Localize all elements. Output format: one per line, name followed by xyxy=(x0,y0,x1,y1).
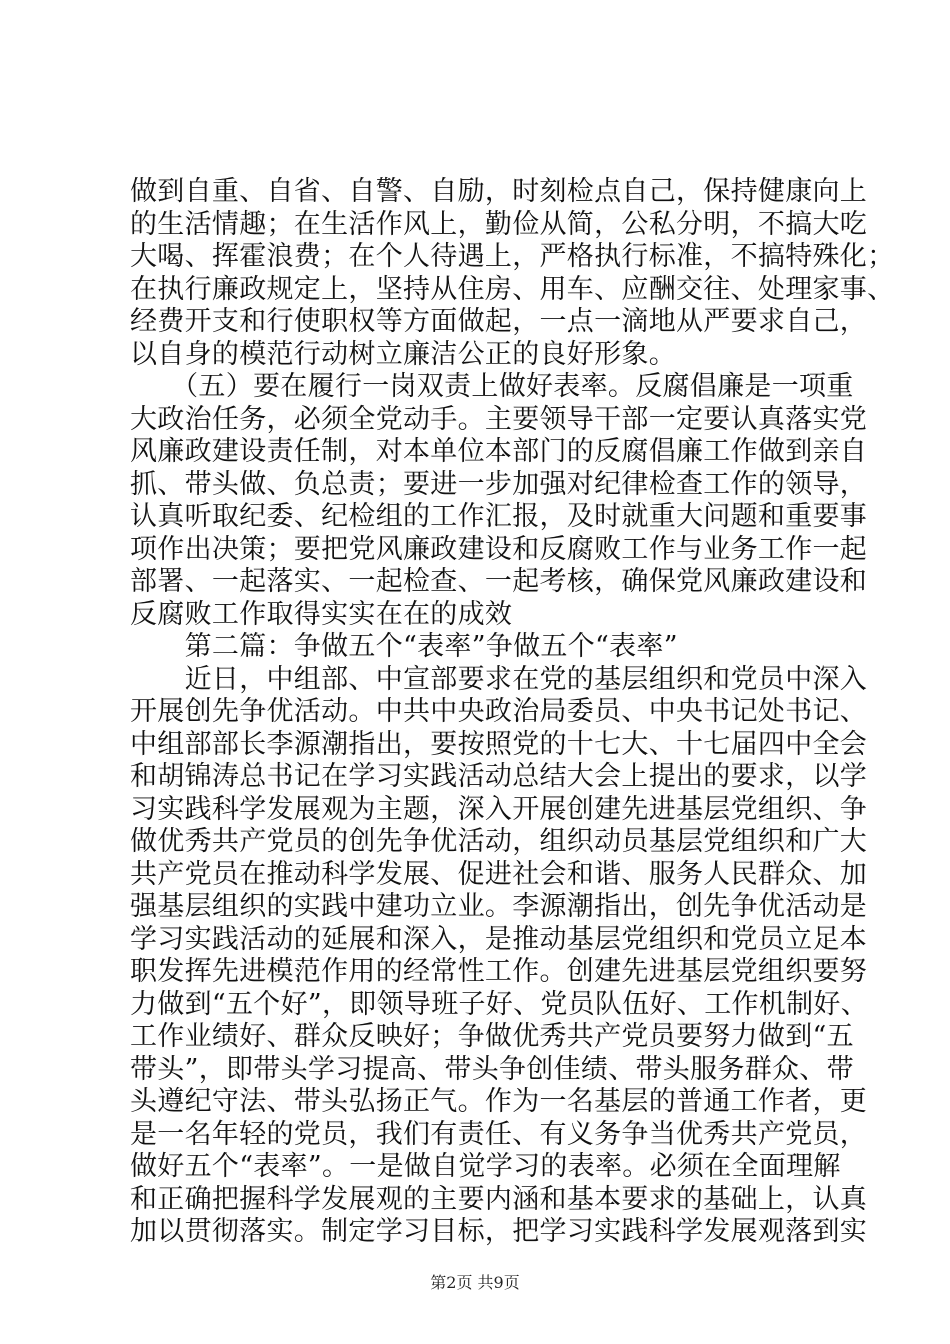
text-line: 开展创先争优活动。中共中央政治局委员、中央书记处书记、 xyxy=(130,696,868,727)
text-line: 做到自重、自省、自警、自励，时刻检点自己，保持健康向上 xyxy=(130,176,868,207)
text-line: 第二篇：争做五个“表率”争做五个“表率” xyxy=(130,631,678,662)
text-line: 习实践科学发展观为主题，深入开展创建先进基层党组织、争 xyxy=(130,793,868,825)
text-line: 强基层组织的实践中建功立业。李源潮指出，创先争优活动是 xyxy=(130,891,868,922)
text-line: 以自身的模范行动树立廉洁公正的良好形象。 xyxy=(130,338,676,370)
text-line: 反腐败工作取得实实在在的成效 xyxy=(130,598,513,630)
text-line: 中组部部长李源潮指出，要按照党的十七大、十七届四中全会 xyxy=(130,728,868,760)
text-line: 职发挥先进模范作用的经常性工作。创建先进基层党组织要努 xyxy=(130,956,868,987)
text-line: 近日，中组部、中宣部要求在党的基层组织和党员中深入 xyxy=(130,663,868,695)
text-line: 大政治任务，必须全党动手。主要领导干部一定要认真落实党 xyxy=(130,403,868,435)
text-line: 和胡锦涛总书记在学习实践活动总结大会上提出的要求，以学 xyxy=(130,761,868,792)
text-line: 头遵纪守法、带头弘扬正气。作为一名基层的普通工作者，更 xyxy=(130,1086,868,1117)
text-line: 项作出决策；要把党风廉政建设和反腐败工作与业务工作一起 xyxy=(130,533,868,565)
text-line: 带头”，即带头学习提高、带头争创佳绩、带头服务群众、带 xyxy=(130,1053,854,1085)
text-line: 加以贯彻落实。制定学习目标，把学习实践科学发展观落到实 xyxy=(130,1216,868,1247)
text-line: 风廉政建设责任制，对本单位本部门的反腐倡廉工作做到亲自 xyxy=(130,436,868,467)
text-line: 的生活情趣；在生活作风上，勤俭从简，公私分明，不搞大吃 xyxy=(130,208,868,240)
document-body xyxy=(130,176,895,1249)
text-line: 做优秀共产党员的创先争优活动，组织动员基层党组织和广大 xyxy=(130,826,868,857)
text-line: 认真听取纪委、纪检组的工作汇报，及时就重大问题和重要事 xyxy=(130,501,868,532)
text-line: 共产党员在推动科学发展、促进社会和谐、服务人民群众、加 xyxy=(130,858,868,890)
page-footer: 第2页 共9页 xyxy=(430,1273,520,1292)
text-line: 工作业绩好、群众反映好；争做优秀共产党员要努力做到“五 xyxy=(130,1021,854,1052)
text-line: 和正确把握科学发展观的主要内涵和基本要求的基础上，认真 xyxy=(130,1183,868,1215)
text-line: 大喝、挥霍浪费；在个人待遇上，严格执行标准，不搞特殊化； xyxy=(130,241,895,272)
text-line: （五）要在履行一岗双责上做好表率。反腐倡廉是一项重 xyxy=(130,371,854,402)
text-line: 力做到“五个好”，即领导班子好、党员队伍好、工作机制好、 xyxy=(130,988,869,1020)
text-line: 做好五个“表率”。一是做自觉学习的表率。必须在全面理解 xyxy=(130,1151,841,1182)
text-line: 抓、带头做、负总责；要进一步加强对纪律检查工作的领导， xyxy=(130,468,868,500)
text-line: 在执行廉政规定上，坚持从住房、用车、应酬交往、处理家事、 xyxy=(130,273,895,305)
text-line: 学习实践活动的延展和深入，是推动基层党组织和党员立足本 xyxy=(130,923,868,955)
text-line: 部署、一起落实、一起检查、一起考核，确保党风廉政建设和 xyxy=(130,566,868,597)
text-line: 经费开支和行使职权等方面做起，一点一滴地从严要求自己， xyxy=(130,306,868,337)
text-line: 是一名年轻的党员，我们有责任、有义务争当优秀共产党员， xyxy=(130,1118,868,1150)
